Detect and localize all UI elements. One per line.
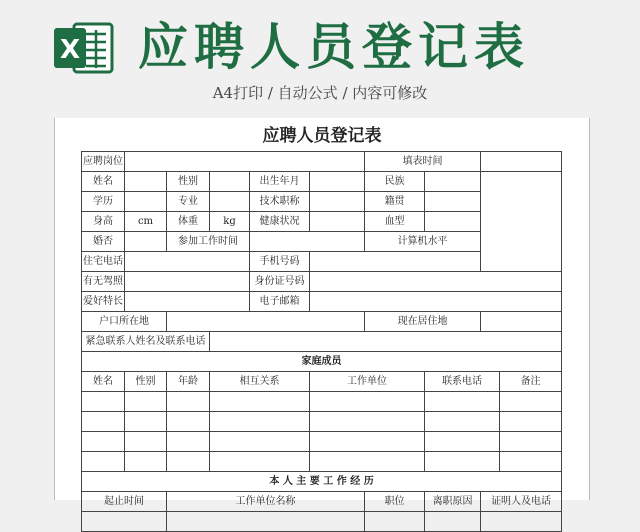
gender-field[interactable] <box>210 172 250 192</box>
label-residence: 现在居住地 <box>365 312 481 332</box>
cell[interactable] <box>210 432 310 452</box>
family-header: 姓名 <box>82 372 125 392</box>
banner <box>0 0 640 118</box>
cell[interactable] <box>167 412 210 432</box>
family-section-title: 家庭成员 <box>82 352 562 372</box>
cell[interactable] <box>82 392 125 412</box>
label-health: 健康状况 <box>250 212 310 232</box>
position-field[interactable] <box>125 152 365 172</box>
excel-icon <box>52 20 114 76</box>
mobile-field[interactable] <box>310 252 481 272</box>
cell[interactable] <box>310 452 425 472</box>
cell[interactable] <box>365 512 425 532</box>
cell[interactable] <box>125 412 167 432</box>
banner-subtitle: A4打印 / 自动公式 / 内容可修改 <box>212 84 428 102</box>
work-row <box>82 512 562 532</box>
photo-box[interactable] <box>481 172 562 272</box>
cell[interactable] <box>125 432 167 452</box>
name-field[interactable] <box>125 172 167 192</box>
work-header: 证明人及电话 <box>481 492 562 512</box>
table-row <box>82 152 562 172</box>
cell[interactable] <box>210 412 310 432</box>
cell[interactable] <box>125 452 167 472</box>
family-row <box>82 392 562 412</box>
cell[interactable] <box>500 432 562 452</box>
cell[interactable] <box>310 392 425 412</box>
license-field[interactable] <box>125 272 250 292</box>
table-row <box>82 292 562 312</box>
table-row <box>82 172 562 192</box>
label-email: 电子邮箱 <box>250 292 310 312</box>
label-gender: 性别 <box>167 172 210 192</box>
home-phone-field[interactable] <box>125 252 250 272</box>
family-header: 联系电话 <box>425 372 500 392</box>
label-education: 学历 <box>82 192 125 212</box>
table-row <box>82 352 562 372</box>
marriage-field[interactable] <box>125 232 167 252</box>
cell[interactable] <box>167 432 210 452</box>
id-number-field[interactable] <box>310 272 562 292</box>
banner-title: 应聘人员登记表 <box>138 18 530 76</box>
label-blood-type: 血型 <box>365 212 425 232</box>
health-field[interactable] <box>310 212 365 232</box>
work-section-title: 本 人 主 要 工 作 经 历 <box>82 472 562 492</box>
family-row <box>82 412 562 432</box>
title-rank-field[interactable] <box>310 192 365 212</box>
form-title: 应聘人员登记表 <box>262 126 382 146</box>
ethnicity-field[interactable] <box>425 172 481 192</box>
education-field[interactable] <box>125 192 167 212</box>
label-license: 有无驾照 <box>82 272 125 292</box>
label-name: 姓名 <box>82 172 125 192</box>
label-marriage: 婚否 <box>82 232 125 252</box>
family-header: 相互关系 <box>210 372 310 392</box>
label-title-rank: 技术职称 <box>250 192 310 212</box>
label-major: 专业 <box>167 192 210 212</box>
svg-text:X: X <box>59 35 81 65</box>
cell[interactable] <box>500 392 562 412</box>
cell[interactable] <box>125 392 167 412</box>
label-id-number: 身份证号码 <box>250 272 310 292</box>
label-position: 应聘岗位 <box>82 152 125 172</box>
label-native-place: 籍贯 <box>365 192 425 212</box>
table-row <box>82 472 562 492</box>
label-computer: 计算机水平 <box>365 232 481 252</box>
table-row <box>82 492 562 512</box>
label-home-phone: 住宅电话 <box>82 252 125 272</box>
label-weight: 体重 <box>167 212 210 232</box>
cell[interactable] <box>210 452 310 472</box>
hobbies-field[interactable] <box>125 292 250 312</box>
family-header: 工作单位 <box>310 372 425 392</box>
work-start-field[interactable] <box>250 232 365 252</box>
emergency-field[interactable] <box>210 332 562 352</box>
cell[interactable] <box>425 392 500 412</box>
cell[interactable] <box>210 392 310 412</box>
cell[interactable] <box>82 452 125 472</box>
work-header: 工作单位名称 <box>167 492 365 512</box>
label-mobile: 手机号码 <box>250 252 310 272</box>
family-header: 性别 <box>125 372 167 392</box>
cell[interactable] <box>500 412 562 432</box>
cell[interactable] <box>310 432 425 452</box>
table-row <box>82 272 562 292</box>
work-header: 起止时间 <box>82 492 167 512</box>
table-row <box>82 312 562 332</box>
label-height: 身高 <box>82 212 125 232</box>
table-row <box>82 332 562 352</box>
cell[interactable] <box>167 392 210 412</box>
weight-unit: kg <box>223 215 236 227</box>
residence-field[interactable] <box>481 312 562 332</box>
label-hukou: 户口所在地 <box>82 312 167 332</box>
hukou-field[interactable] <box>167 312 365 332</box>
cell[interactable] <box>425 452 500 472</box>
label-ethnicity: 民族 <box>365 172 425 192</box>
native-place-field[interactable] <box>425 192 481 212</box>
cell[interactable] <box>82 412 125 432</box>
cell[interactable] <box>310 412 425 432</box>
family-header: 年龄 <box>167 372 210 392</box>
registration-table <box>81 151 562 532</box>
form-sheet <box>54 118 590 507</box>
height-unit: cm <box>137 215 154 227</box>
weight-field[interactable] <box>210 212 250 232</box>
label-hobbies: 爱好特长 <box>82 292 125 312</box>
cell[interactable] <box>167 452 210 472</box>
label-emergency: 紧急联系人姓名及联系电话 <box>82 332 210 352</box>
table-row <box>82 372 562 392</box>
cell[interactable] <box>425 432 500 452</box>
label-work-start: 参加工作时间 <box>167 232 250 252</box>
fill-time-field[interactable] <box>481 152 562 172</box>
work-header: 离职原因 <box>425 492 481 512</box>
birth-field[interactable] <box>310 172 365 192</box>
major-field[interactable] <box>210 192 250 212</box>
email-field[interactable] <box>310 292 562 312</box>
cell[interactable] <box>481 512 562 532</box>
blood-type-field[interactable] <box>425 212 481 232</box>
family-row <box>82 432 562 452</box>
label-fill-time: 填表时间 <box>365 152 481 172</box>
cell[interactable] <box>500 452 562 472</box>
height-field[interactable] <box>125 212 167 232</box>
family-header: 备注 <box>500 372 562 392</box>
cell[interactable] <box>82 512 167 532</box>
cell[interactable] <box>167 512 365 532</box>
cell[interactable] <box>425 412 500 432</box>
cell[interactable] <box>82 432 125 452</box>
label-birth: 出生年月 <box>250 172 310 192</box>
work-header: 职位 <box>365 492 425 512</box>
family-row <box>82 452 562 472</box>
cell[interactable] <box>425 512 481 532</box>
